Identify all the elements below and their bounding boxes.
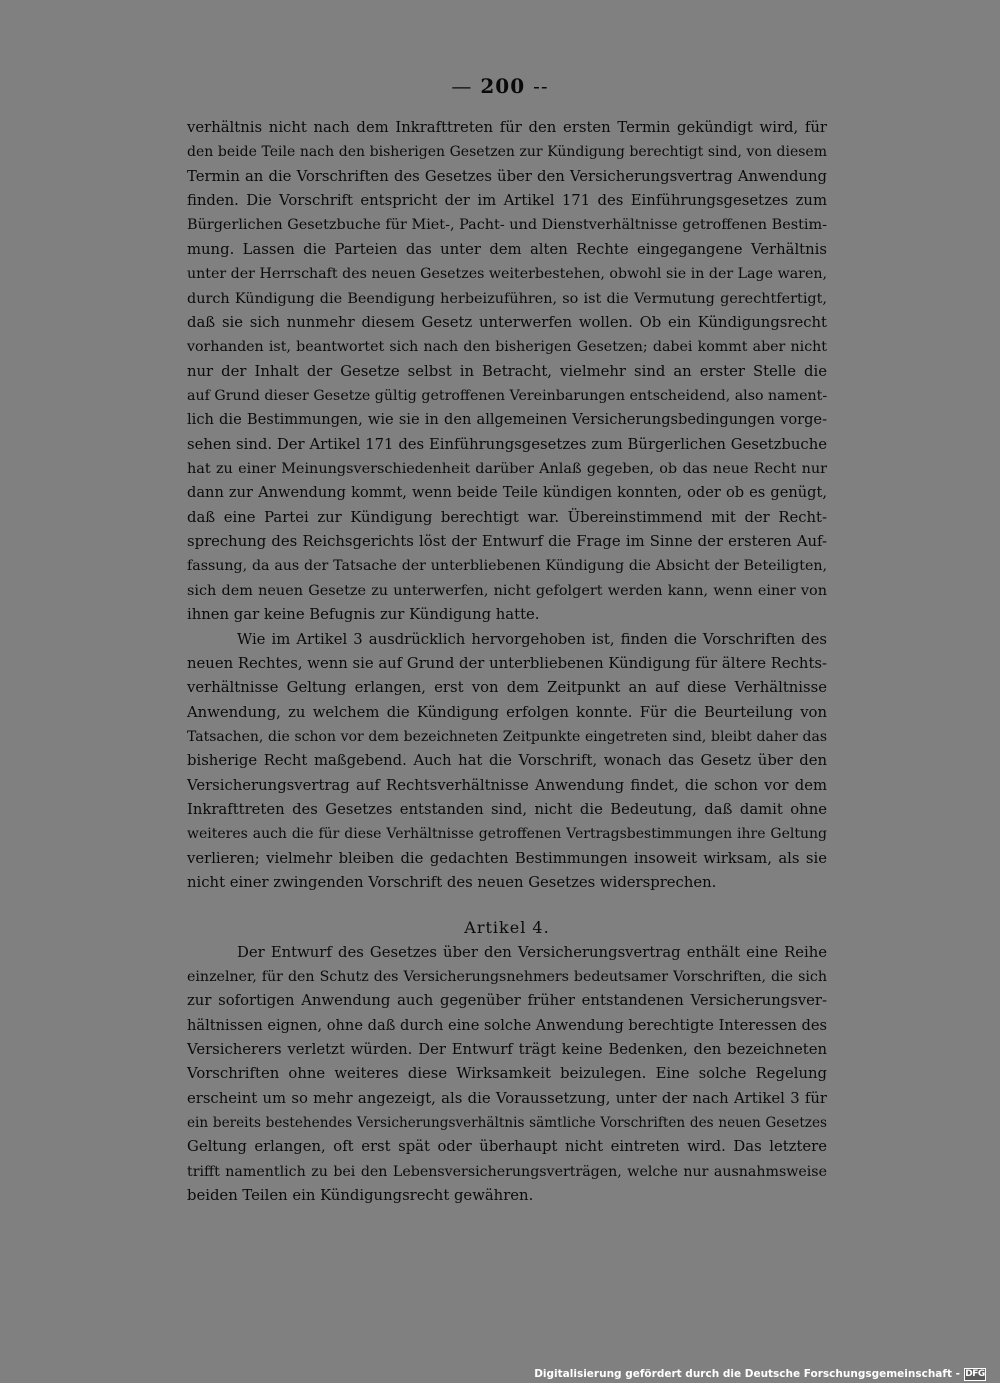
page-header (0, 74, 1000, 98)
text-line: Inkrafttreten des Gesetzes entstanden sind, nicht die Bedeutung, daß damit ohne (187, 801, 827, 819)
text-line: Versicherungsvertrag auf Rechtsverhältnisse Anwendung findet, die schon vor dem (187, 776, 827, 794)
text-line: lich die Bestimmungen, wie sie in den allgemeinen Versicherungsbedingungen vorge- (187, 411, 827, 429)
text-line: Anwendung, zu welchem die Kündigung erfolgen konnte. Für die Beurteilung von (187, 703, 827, 721)
text-line: erscheint um so mehr angezeigt, als die Voraussetzung, unter der nach Artikel 3 für (187, 1089, 827, 1107)
funding-footer (534, 1367, 986, 1381)
text-line: finden. Die Vorschrift entspricht der im Artikel 171 des Einführungsgesetzes zum (187, 192, 827, 210)
text-line: daß sie sich nunmehr diesem Gesetz unterwerfen wollen. Ob ein Kündigungsrecht (187, 313, 827, 331)
text-line: vorhanden ist, beantwortet sich nach den bisherigen Gesetzen; dabei kommt aber nicht (187, 339, 827, 356)
text-line: bisherige Recht maßgebend. Auch hat die Vorschrift, wonach das Gesetz über den (187, 752, 827, 770)
text-column (187, 116, 827, 1208)
text-line: Tatsachen, die schon vor dem bezeichneten Zeitpunkte eingetreten sind, bleibt daher das (187, 728, 827, 745)
text-line: einzelner, für den Schutz des Versicherungsnehmers bedeutsamer Vorschriften, die sich (187, 968, 827, 985)
text-line: mung. Lassen die Parteien das unter dem alten Rechte eingegangene Verhältnis (187, 240, 827, 258)
text-line: nur der Inhalt der Gesetze selbst in Betracht, vielmehr sind an erster Stelle die (187, 362, 827, 380)
text-line: verhältnis nicht nach dem Inkrafttreten für den ersten Termin gekündigt wird, für (187, 119, 827, 136)
text-line: auf Grund dieser Gesetze gültig getroffenen Vereinbarungen entscheidend, also nament- (187, 387, 828, 404)
text-line: nicht einer zwingenden Vorschrift des neuen Gesetzes widersprechen. (187, 874, 717, 892)
text-line: ein bereits bestehendes Versicherungsverhältnis sämtliche Vorschriften des neuen Gesetzes (187, 1115, 827, 1132)
text-line: hat zu einer Meinungsverschiedenheit darüber Anlaß gegeben, ob das neue Recht nur (187, 461, 827, 478)
text-line: sich dem neuen Gesetze zu unterwerfen, nicht gefolgert werden kann, wenn einer von (187, 582, 827, 599)
text-line: unter der Herrschaft des neuen Gesetzes weiterbestehen, obwohl sie in der Lage waren, (187, 266, 827, 283)
text-line: daß eine Partei zur Kündigung berechtigt war. Übereinstimmend mit der Recht- (187, 508, 827, 526)
text-line: Vorschriften ohne weiteres diese Wirksamkeit beizulegen. Eine solche Regelung (187, 1065, 827, 1083)
text-line: Termin an die Vorschriften des Gesetzes über den Versicherungsvertrag Anwendung (187, 167, 827, 185)
paragraph-1 (187, 116, 827, 628)
text-line: Der Entwurf des Gesetzes über den Versicherungsvertrag enthält eine Reihe (237, 943, 827, 961)
page-number: 200 (480, 74, 526, 98)
text-line: sehen sind. Der Artikel 171 des Einführungsgesetzes zum Bürgerlichen Gesetzbuche (187, 435, 827, 453)
text-line: ihnen gar keine Befugnis zur Kündigung hatte. (187, 606, 540, 624)
text-line: Wie im Artikel 3 ausdrücklich hervorgehoben ist, finden die Vorschriften des (237, 630, 827, 648)
funding-note: Digitalisierung gefördert durch die Deutsche Forschungsgemeinschaft - (534, 1368, 960, 1380)
text-line: beiden Teilen ein Kündigungsrecht gewähren. (187, 1187, 534, 1205)
text-line: dann zur Anwendung kommt, wenn beide Teile kündigen konnten, oder ob es genügt, (187, 484, 827, 502)
text-line: weiteres auch die für diese Verhältnisse getroffenen Vertragsbestimmungen ihre Geltung (187, 826, 827, 843)
article-heading: Artikel 4. (464, 917, 550, 937)
text-line: sprechung des Reichsgerichts löst der Entwurf die Frage im Sinne der ersteren Auf- (187, 533, 827, 551)
text-line: fassung, da aus der Tatsache der unterbliebenen Kündigung die Absicht der Beteiligten, (187, 558, 827, 575)
text-line: durch Kündigung die Beendigung herbeizuführen, so ist die Vermutung gerechtfertigt, (187, 290, 827, 307)
text-line: Bürgerlichen Gesetzbuche für Miet-, Pacht- und Dienstverhältnisse getroffenen Bestim- (187, 217, 827, 234)
text-line: den beide Teile nach den bisherigen Gesetzen zur Kündigung berechtigt sind, von diesem (187, 144, 827, 161)
text-line: verhältnisse Geltung erlangen, erst von dem Zeitpunkt an auf diese Verhältnisse (187, 679, 827, 697)
text-line: hältnissen eignen, ohne daß durch eine solche Anwendung berechtigte Interessen des (187, 1016, 827, 1034)
dfg-logo-icon: DFG (965, 1368, 985, 1379)
text-line: Geltung erlangen, oft erst spät oder überhaupt nicht eintreten wird. Das letztere (187, 1138, 827, 1156)
text-line: verlieren; vielmehr bleiben die gedachten Bestimmungen insoweit wirksam, als sie (187, 849, 827, 867)
paragraph-3 (187, 941, 827, 1209)
text-line: Versicherers verletzt würden. Der Entwurf trägt keine Bedenken, den bezeichneten (187, 1040, 827, 1058)
header-dash-right: -- (533, 74, 549, 98)
text-line: trifft namentlich zu bei den Lebensversicherungsverträgen, welche nur ausnahmsweise (187, 1163, 827, 1180)
text-line: neuen Rechtes, wenn sie auf Grund der unterbliebenen Kündigung für ältere Rechts- (187, 654, 827, 672)
text-line: zur sofortigen Anwendung auch gegenüber früher entstandenen Versicherungsver- (187, 992, 827, 1010)
header-dash-left: — (451, 74, 473, 98)
paragraph-2 (187, 628, 827, 896)
